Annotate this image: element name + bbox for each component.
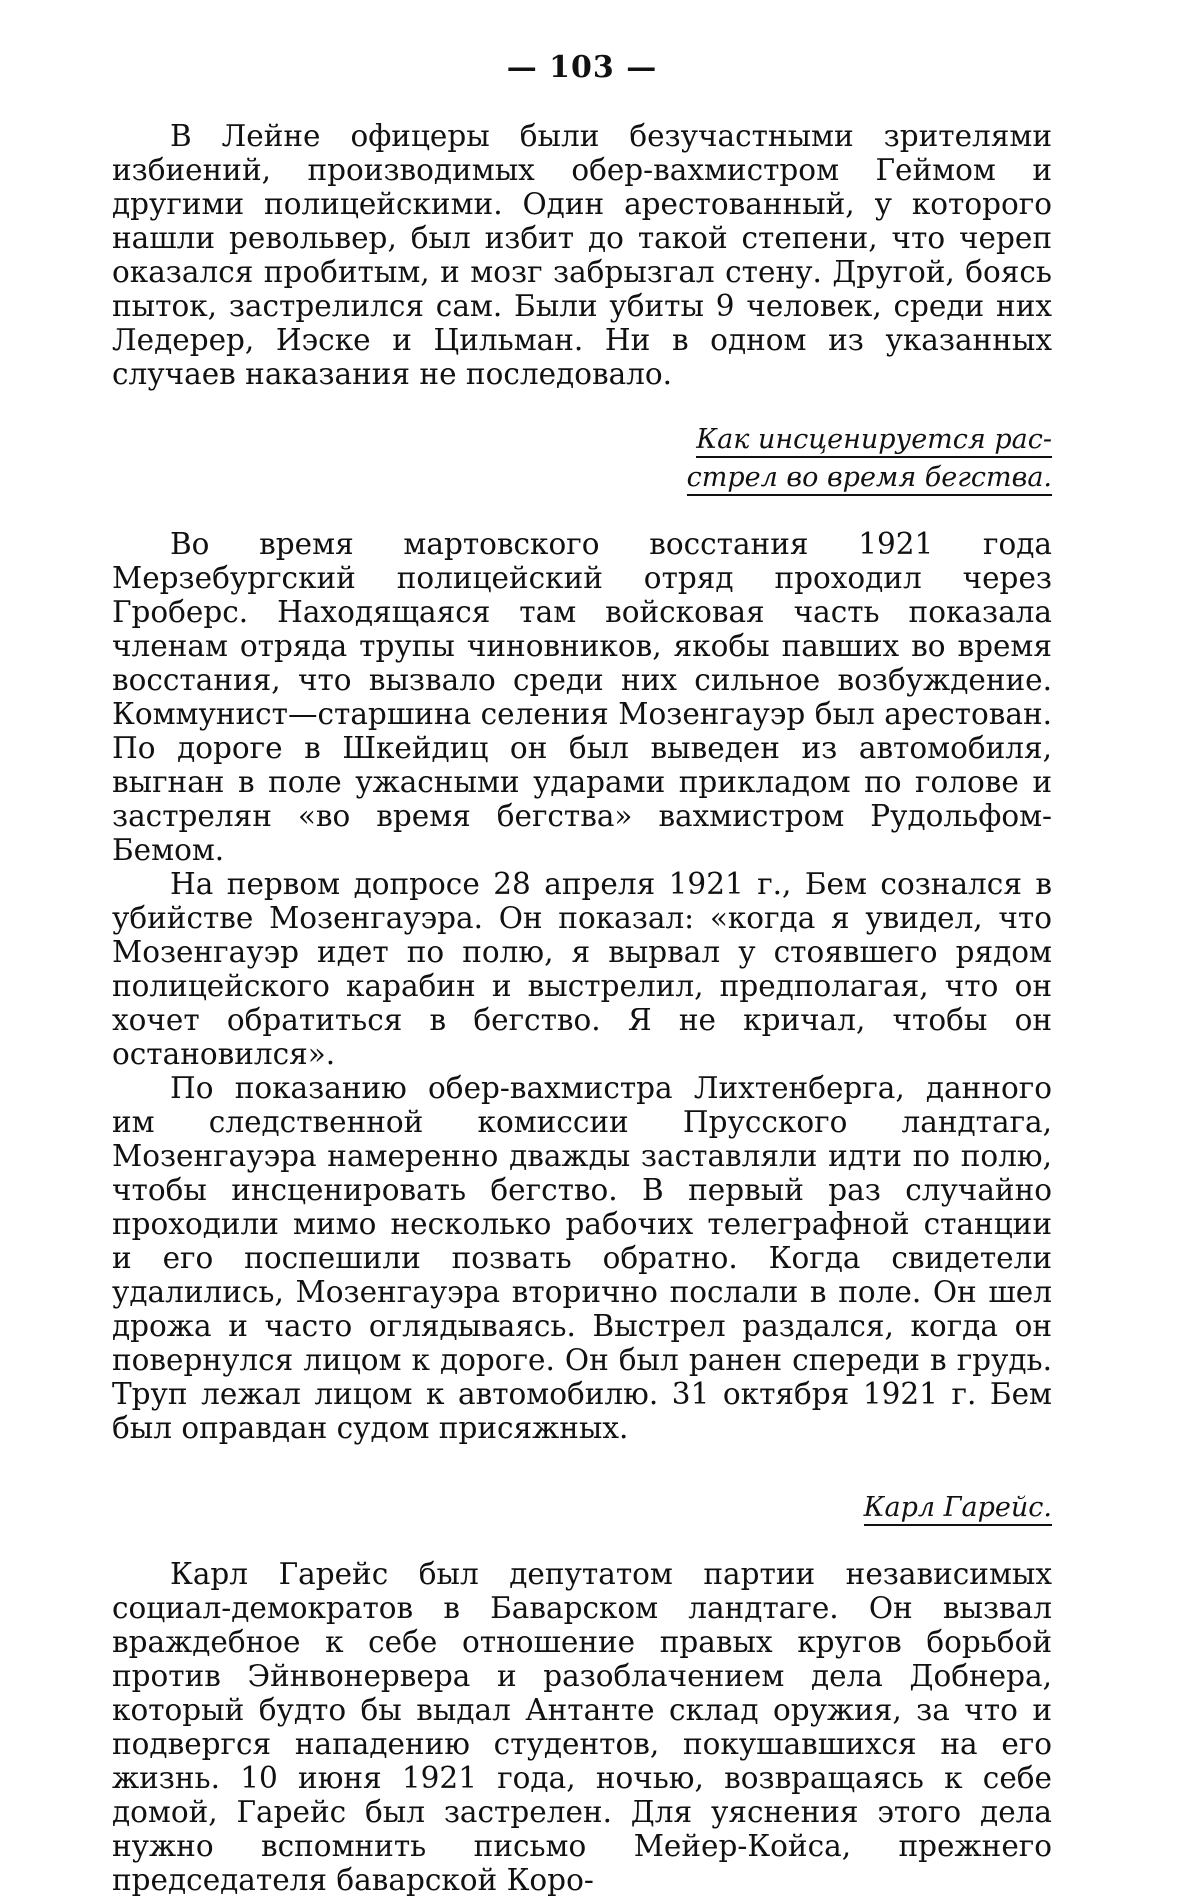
- book-page: [112, 50, 1052, 1897]
- paragraph-lichtenberg-testimony: По показанию обер-вахмистра Лихтенберга, данного им следственной комиссии Прусского ландтага, Мозенгауэра намеренно дважды заставляли идти по полю, чтобы инсценировать бегство. В первый раз случайно проходили мимо несколько рабочих телеграфной станции и его поспешили позвать обратно. Когда свидетели удалились, Мозенгауэра вторично послали в поле. Он шел дрожа и часто оглядываясь. Выстрел раздался, когда он повернулся лицом к дороге. Он был ранен спереди в грудь. Труп лежал лицом к автомобилю. 31 октября 1921 г. Бем был оправдан судом присяжных.: [112, 1071, 1052, 1445]
- spacer: [112, 391, 1052, 421]
- paragraph-karl-gareis: Карл Гарейс был депутатом партии независимых социал-демократов в Баварском ландтаге. Он вызвал враждебное к себе отношение правых кругов борьбой против Эйнвонервера и разоблачением дела Добнера, который будто бы выдал Антанте склад оружия, за что и подвергся нападению студентов, покушавшихся на его жизнь. 10 июня 1921 года, ночью, возвращаясь к себе домой, Гарейс был застрелен. Для уяснения этого дела нужно вспомнить письмо Мейер-Койса, прежнего председателя баварской Коро-: [112, 1557, 1052, 1897]
- spacer: [112, 497, 1052, 527]
- spacer: [112, 1445, 1052, 1489]
- section-heading-staged-shooting: [112, 421, 1052, 497]
- section-heading-line: [112, 459, 1052, 497]
- section-heading-line: [112, 421, 1052, 459]
- paragraph-leine-officers: В Лейне офицеры были безучастными зрителями избиений, производимых обер-вахмистром Геймом и другими полицейскими. Один арестованный, у которого нашли револьвер, был избит до такой степени, что череп оказался пробитым, и мозг забрызгал стену. Другой, боясь пыток, застрелился сам. Были убиты 9 человек, среди них Ледерер, Иэске и Цильман. Ни в одном из указанных случаев наказания не последовало.: [112, 119, 1052, 391]
- paragraph-first-interrogation: На первом допросе 28 апреля 1921 г., Бем сознался в убийстве Мозенгауэра. Он показал: «когда я увидел, что Мозенгауэр идет по полю, я вырвал у стоявшего рядом полицейского карабин и выстрелил, предполагая, что он хочет обратиться в бегство. Я не кричал, чтобы он остановился».: [112, 867, 1052, 1071]
- section-heading-text: Как инсценируется рас-: [696, 424, 1052, 458]
- paragraph-march-uprising: Во время мартовского восстания 1921 года Мерзебургский полицейский отряд проходил через Гроберс. Находящаяся там войсковая часть показала членам отряда трупы чиновников, якобы павших во время восстания, что вызвало среди них сильное возбуждение. Коммунист—старшина селения Мозенгауэр был арестован. По дороге в Шкейдиц он был выведен из автомобиля, выгнан в поле ужасными ударами прикладом по голове и застрелян «во время бегства» вахмистром Рудольфом-Бемом.: [112, 527, 1052, 867]
- spacer: [112, 1527, 1052, 1557]
- section-heading-karl-gareis: [112, 1489, 1052, 1527]
- section-heading-text: стрел во время бегства.: [687, 462, 1052, 496]
- section-heading-text: Карл Гарейс.: [864, 1492, 1052, 1526]
- section-heading-line: [112, 1489, 1052, 1527]
- page-number: — 103 —: [112, 50, 1052, 85]
